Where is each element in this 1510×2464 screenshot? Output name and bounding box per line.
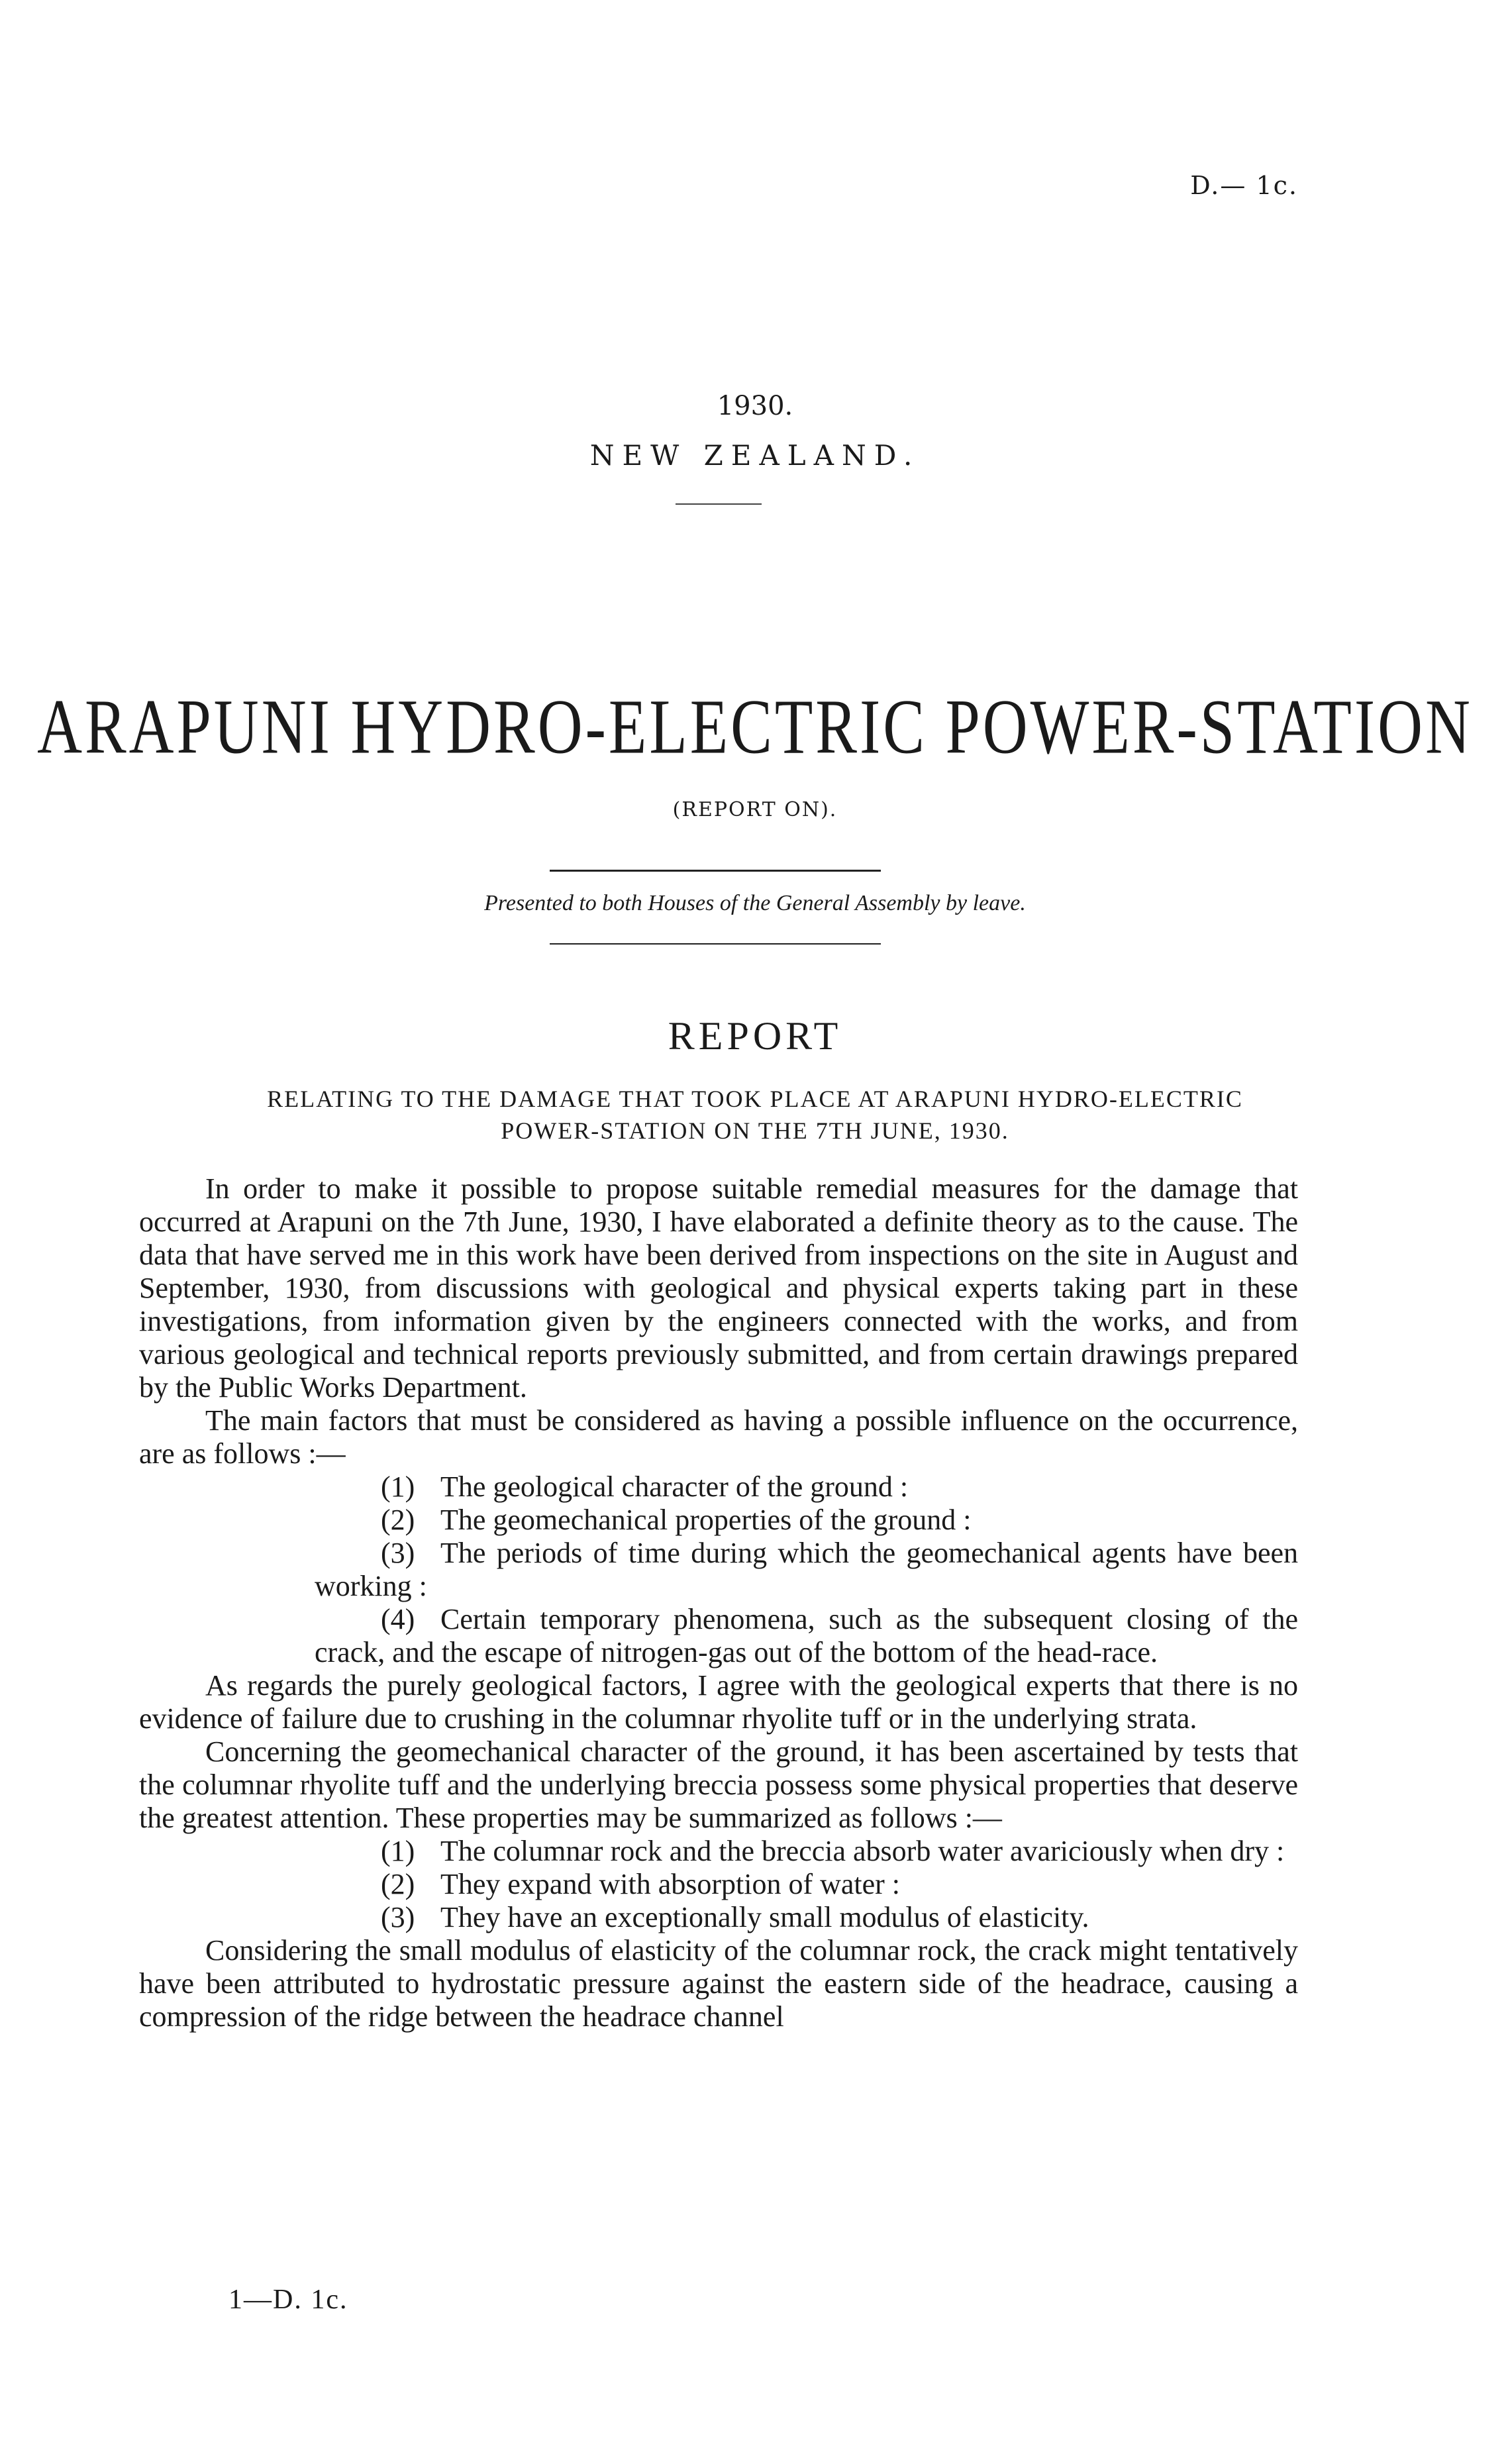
- relating-line-1: RELATING TO THE DAMAGE THAT TOOK PLACE AT ARAPUNI HYDRO-ELECTRIC: [267, 1086, 1243, 1112]
- factors-list: [139, 1470, 1298, 1669]
- paragraph-2: The main factors that must be considered as having a possible influence on the occurrence, are as follows :—: [139, 1404, 1298, 1470]
- list-item: (3) They have an exceptionally small modulus of elasticity.: [381, 1901, 1089, 1933]
- list-item: (2) The geomechanical properties of the ground :: [381, 1504, 972, 1536]
- list-item: (1) The columnar rock and the breccia absorb water avariciously when dry :: [381, 1835, 1285, 1867]
- main-title: ARAPUNI HYDRO-ELECTRIC POWER-STATION: [37, 684, 1473, 770]
- divider-top: [550, 870, 881, 872]
- report-heading: REPORT: [668, 1014, 842, 1058]
- divider-bottom: [550, 943, 881, 945]
- year: 1930.: [717, 391, 793, 421]
- list-item: (2) They expand with absorption of water :: [381, 1868, 901, 1900]
- paragraph-3: As regards the purely geological factors, I agree with the geological experts that there is no evidence of failure due to crushing in the columnar rhyolite tuff or in the underlying strata.: [139, 1669, 1298, 1735]
- paragraph-4: Concerning the geomechanical character of the ground, it has been ascertained by tests that the columnar rhyolite tuff and the underlying breccia possess some physical properties that deserve the greatest attention. These properties may be summarized as follows :—: [139, 1735, 1298, 1834]
- report-subheading: [0, 1083, 1510, 1147]
- paragraph-1: In order to make it possible to propose suitable remedial measures for the damage that occurred at Arapuni on the 7th June, 1930, I have elaborated a definite theory as to the cause. The data that have served me in this work have been derived from inspections on the site in August and September, 1930, from discussions with geological and physical experts taking part in these investigations, from information given by the engineers connected with the works, and from various geological and technical reports previously submitted, and from certain drawings prepared by the Public Works Department.: [139, 1172, 1298, 1404]
- document-reference: D.— 1c.: [1190, 171, 1298, 200]
- list-item: (4) Certain temporary phenomena, such as the subsequent closing of the crack, and the escape of nitrogen-gas out of the bottom of the head-race.: [315, 1603, 1298, 1668]
- report-body: [139, 1172, 1298, 2033]
- properties-list: [139, 1835, 1298, 1934]
- country: NEW ZEALAND.: [589, 439, 921, 472]
- divider-short: [676, 503, 762, 505]
- list-item: (3) The periods of time during which the geomechanical agents have been working :: [315, 1537, 1298, 1602]
- relating-line-2: POWER-STATION ON THE 7TH JUNE, 1930.: [501, 1117, 1009, 1144]
- page-signature: 1—D. 1c.: [228, 2284, 348, 2315]
- presented-line: Presented to both Houses of the General Assembly by leave.: [484, 891, 1026, 915]
- subtitle: (REPORT ON).: [672, 798, 838, 821]
- paragraph-5: Considering the small modulus of elasticity of the columnar rock, the crack might tentatively have been attributed to hydrostatic pressure against the eastern side of the headrace, causing a compression of the ridge between the headrace channel: [139, 1934, 1298, 2033]
- list-item: (1) The geological character of the ground :: [381, 1470, 909, 1503]
